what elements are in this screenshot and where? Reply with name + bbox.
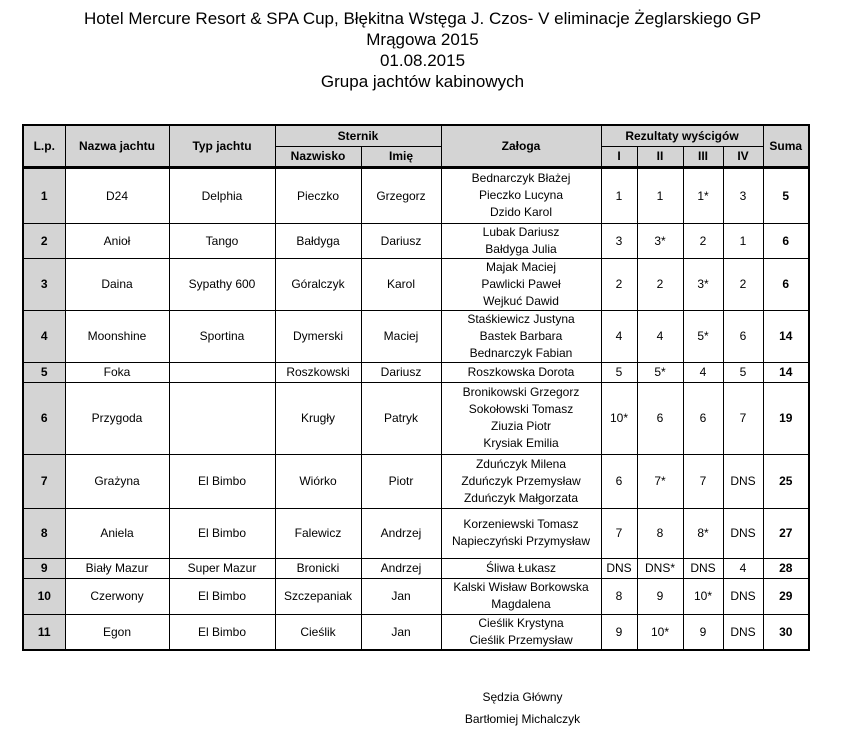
race-4-cell: 6 — [723, 310, 763, 362]
crew-member: Zduńczyk Milena — [475, 456, 567, 471]
race-4-cell: DNS — [723, 454, 763, 508]
race-3-cell: 6 — [683, 382, 723, 454]
race-4-cell: 5 — [723, 362, 763, 382]
yacht-name-cell: Daina — [65, 258, 169, 310]
crew-cell — [441, 508, 601, 558]
race-1-cell: 4 — [601, 310, 637, 362]
crew-member: Cieślik Przemysław — [469, 632, 573, 647]
table-row — [23, 362, 809, 382]
sum-cell: 6 — [763, 223, 809, 258]
helm-surname-cell: Wiórko — [275, 454, 361, 508]
yacht-type-cell — [169, 382, 275, 454]
crew-member: Krysiak Emilia — [483, 436, 559, 450]
race-2-cell: 1 — [637, 167, 683, 223]
race-3-cell: DNS — [683, 558, 723, 578]
crew-member: Pieczko Lucyna — [478, 188, 564, 202]
race-3-cell: 10* — [683, 578, 723, 614]
crew-cell — [441, 258, 601, 310]
crew-member: Lubak Dariusz — [482, 224, 560, 239]
header-firstname: Imię — [361, 146, 441, 167]
header-race-4: IV — [723, 146, 763, 167]
header-lp: L.p. — [23, 125, 65, 167]
crew-member: Bastek Barbara — [479, 328, 563, 343]
crew-cell — [441, 223, 601, 258]
yacht-type-cell: El Bimbo — [169, 454, 275, 508]
helm-firstname-cell: Patryk — [361, 382, 441, 454]
race-1-cell: 2 — [601, 258, 637, 310]
yacht-type-cell: El Bimbo — [169, 578, 275, 614]
sum-cell: 14 — [763, 362, 809, 382]
header-race-2: II — [637, 146, 683, 167]
header-helm: Sternik — [275, 125, 441, 146]
crew-member: Zduńczyk Małgorzata — [463, 490, 579, 505]
race-1-cell: 6 — [601, 454, 637, 508]
yacht-type-cell: El Bimbo — [169, 614, 275, 650]
helm-surname-cell: Bronicki — [275, 558, 361, 578]
group-title: Grupa jachtów kabinowych — [320, 72, 525, 91]
helm-firstname-cell: Andrzej — [361, 558, 441, 578]
helm-firstname-cell: Jan — [361, 614, 441, 650]
helm-firstname-cell: Dariusz — [361, 362, 441, 382]
lp-cell: 4 — [23, 310, 65, 362]
event-date: 01.08.2015 — [379, 51, 466, 70]
race-2-cell: 3* — [637, 223, 683, 258]
race-3-cell: 7 — [683, 454, 723, 508]
helm-surname-cell: Dymerski — [275, 310, 361, 362]
header-race-results: Rezultaty wyścigów — [601, 125, 763, 146]
helm-surname-cell: Roszkowski — [275, 362, 361, 382]
sum-cell: 14 — [763, 310, 809, 362]
table-row — [23, 223, 809, 258]
lp-cell: 11 — [23, 614, 65, 650]
crew-cell — [441, 454, 601, 508]
yacht-type-cell: El Bimbo — [169, 508, 275, 558]
race-2-cell: 9 — [637, 578, 683, 614]
crew-member: Sokołowski Tomasz — [468, 402, 574, 416]
sum-cell: 28 — [763, 558, 809, 578]
race-3-cell: 1* — [683, 167, 723, 223]
race-4-cell: DNS — [723, 508, 763, 558]
crew-member: Majak Maciej — [485, 259, 557, 274]
race-1-cell: 5 — [601, 362, 637, 382]
race-1-cell: DNS — [601, 558, 637, 578]
helm-surname-cell: Pieczko — [275, 167, 361, 223]
yacht-name-cell: Moonshine — [65, 310, 169, 362]
sum-cell: 29 — [763, 578, 809, 614]
lp-cell: 6 — [23, 382, 65, 454]
sum-cell: 6 — [763, 258, 809, 310]
yacht-name-cell: Przygoda — [65, 382, 169, 454]
crew-member: Bronikowski Grzegorz — [462, 385, 580, 399]
race-2-cell: 5* — [637, 362, 683, 382]
crew-member: Ziuzia Piotr — [490, 419, 552, 433]
race-4-cell: 4 — [723, 558, 763, 578]
race-3-cell: 9 — [683, 614, 723, 650]
helm-surname-cell: Bałdyga — [275, 223, 361, 258]
lp-cell: 5 — [23, 362, 65, 382]
yacht-name-cell: Grażyna — [65, 454, 169, 508]
yacht-name-cell: Biały Mazur — [65, 558, 169, 578]
race-2-cell: 4 — [637, 310, 683, 362]
yacht-type-cell — [169, 362, 275, 382]
crew-cell — [441, 362, 601, 382]
helm-firstname-cell: Andrzej — [361, 508, 441, 558]
race-1-cell: 3 — [601, 223, 637, 258]
yacht-name-cell: D24 — [65, 167, 169, 223]
helm-firstname-cell: Grzegorz — [361, 167, 441, 223]
crew-member: Dzido Karol — [489, 205, 553, 219]
helm-surname-cell: Falewicz — [275, 508, 361, 558]
crew-member: Wejkuć Dawid — [483, 293, 559, 308]
sum-cell: 19 — [763, 382, 809, 454]
race-4-cell: 1 — [723, 223, 763, 258]
race-4-cell: 3 — [723, 167, 763, 223]
helm-firstname-cell: Karol — [361, 258, 441, 310]
race-1-cell: 9 — [601, 614, 637, 650]
crew-member: Korzeniewski Tomasz — [463, 517, 579, 531]
race-3-cell: 4 — [683, 362, 723, 382]
yacht-name-cell: Czerwony — [65, 578, 169, 614]
crew-member: Staśkiewicz Justyna — [467, 311, 575, 326]
document-header — [0, 8, 845, 92]
crew-member: Śliwa Łukasz — [485, 560, 557, 575]
lp-cell: 9 — [23, 558, 65, 578]
lp-cell: 1 — [23, 167, 65, 223]
sum-cell: 25 — [763, 454, 809, 508]
chief-judge-label: Sędzia Główny — [482, 690, 563, 704]
crew-cell — [441, 614, 601, 650]
header-sum: Suma — [763, 125, 809, 167]
helm-firstname-cell: Piotr — [361, 454, 441, 508]
lp-cell: 8 — [23, 508, 65, 558]
yacht-name-cell: Anioł — [65, 223, 169, 258]
race-3-cell: 8* — [683, 508, 723, 558]
crew-member: Napieczyński Przymysław — [451, 534, 591, 548]
helm-surname-cell: Cieślik — [275, 614, 361, 650]
race-4-cell: 2 — [723, 258, 763, 310]
yacht-type-cell: Sportina — [169, 310, 275, 362]
header-crew: Załoga — [441, 125, 601, 167]
header-race-3: III — [683, 146, 723, 167]
race-1-cell: 1 — [601, 167, 637, 223]
sum-cell: 27 — [763, 508, 809, 558]
table-row — [23, 310, 809, 362]
header-yacht-name: Nazwa jachtu — [65, 125, 169, 167]
race-4-cell: DNS — [723, 614, 763, 650]
table-row — [23, 454, 809, 508]
lp-cell: 7 — [23, 454, 65, 508]
race-1-cell: 10* — [601, 382, 637, 454]
race-4-cell: 7 — [723, 382, 763, 454]
helm-firstname-cell: Dariusz — [361, 223, 441, 258]
helm-firstname-cell: Maciej — [361, 310, 441, 362]
race-3-cell: 3* — [683, 258, 723, 310]
table-row — [23, 614, 809, 650]
race-2-cell: 2 — [637, 258, 683, 310]
table-row — [23, 382, 809, 454]
race-3-cell: 2 — [683, 223, 723, 258]
race-3-cell: 5* — [683, 310, 723, 362]
crew-cell — [441, 558, 601, 578]
race-1-cell: 8 — [601, 578, 637, 614]
chief-judge-name: Bartłomiej Michalczyk — [464, 712, 581, 726]
sum-cell: 30 — [763, 614, 809, 650]
lp-cell: 2 — [23, 223, 65, 258]
crew-member: Pawlicki Paweł — [481, 276, 561, 291]
race-1-cell: 7 — [601, 508, 637, 558]
yacht-type-cell: Super Mazur — [169, 558, 275, 578]
race-4-cell: DNS — [723, 578, 763, 614]
yacht-type-cell: Sypathy 600 — [169, 258, 275, 310]
crew-member: Magdalena — [491, 597, 551, 611]
crew-cell — [441, 310, 601, 362]
crew-cell — [441, 167, 601, 223]
crew-member: Bednarczyk Błażej — [471, 171, 571, 185]
header-yacht-type: Typ jachtu — [169, 125, 275, 167]
table-row — [23, 508, 809, 558]
event-title: Hotel Mercure Resort & SPA Cup, Błękitna Wstęga J. Czos- V eliminacje Żeglarskiego GP — [83, 9, 762, 28]
helm-firstname-cell: Jan — [361, 578, 441, 614]
table-row — [23, 578, 809, 614]
crew-member: Roszkowska Dorota — [467, 364, 575, 379]
crew-member: Bałdyga Julia — [485, 241, 557, 256]
table-row — [23, 258, 809, 310]
helm-surname-cell: Góralczyk — [275, 258, 361, 310]
race-2-cell: 6 — [637, 382, 683, 454]
header-race-1: I — [601, 146, 637, 167]
table-row — [23, 558, 809, 578]
crew-member: Cieślik Krystyna — [478, 615, 564, 630]
crew-member: Kalski Wisław Borkowska — [453, 580, 589, 594]
yacht-name-cell: Foka — [65, 362, 169, 382]
results-table — [22, 124, 810, 651]
table-row — [23, 167, 809, 223]
crew-cell — [441, 578, 601, 614]
race-2-cell: 7* — [637, 454, 683, 508]
helm-surname-cell: Krugły — [275, 382, 361, 454]
crew-member: Bednarczyk Fabian — [469, 345, 573, 360]
table-header — [23, 125, 809, 167]
crew-cell — [441, 382, 601, 454]
header-surname: Nazwisko — [275, 146, 361, 167]
yacht-name-cell: Aniela — [65, 508, 169, 558]
lp-cell: 10 — [23, 578, 65, 614]
table-body — [23, 167, 809, 650]
yacht-type-cell: Tango — [169, 223, 275, 258]
helm-surname-cell: Szczepaniak — [275, 578, 361, 614]
race-2-cell: DNS* — [637, 558, 683, 578]
yacht-name-cell: Egon — [65, 614, 169, 650]
race-2-cell: 10* — [637, 614, 683, 650]
sum-cell: 5 — [763, 167, 809, 223]
crew-member: Zduńczyk Przemysław — [461, 473, 581, 488]
event-location: Mrągowa 2015 — [366, 30, 479, 49]
race-2-cell: 8 — [637, 508, 683, 558]
lp-cell: 3 — [23, 258, 65, 310]
yacht-type-cell: Delphia — [169, 167, 275, 223]
